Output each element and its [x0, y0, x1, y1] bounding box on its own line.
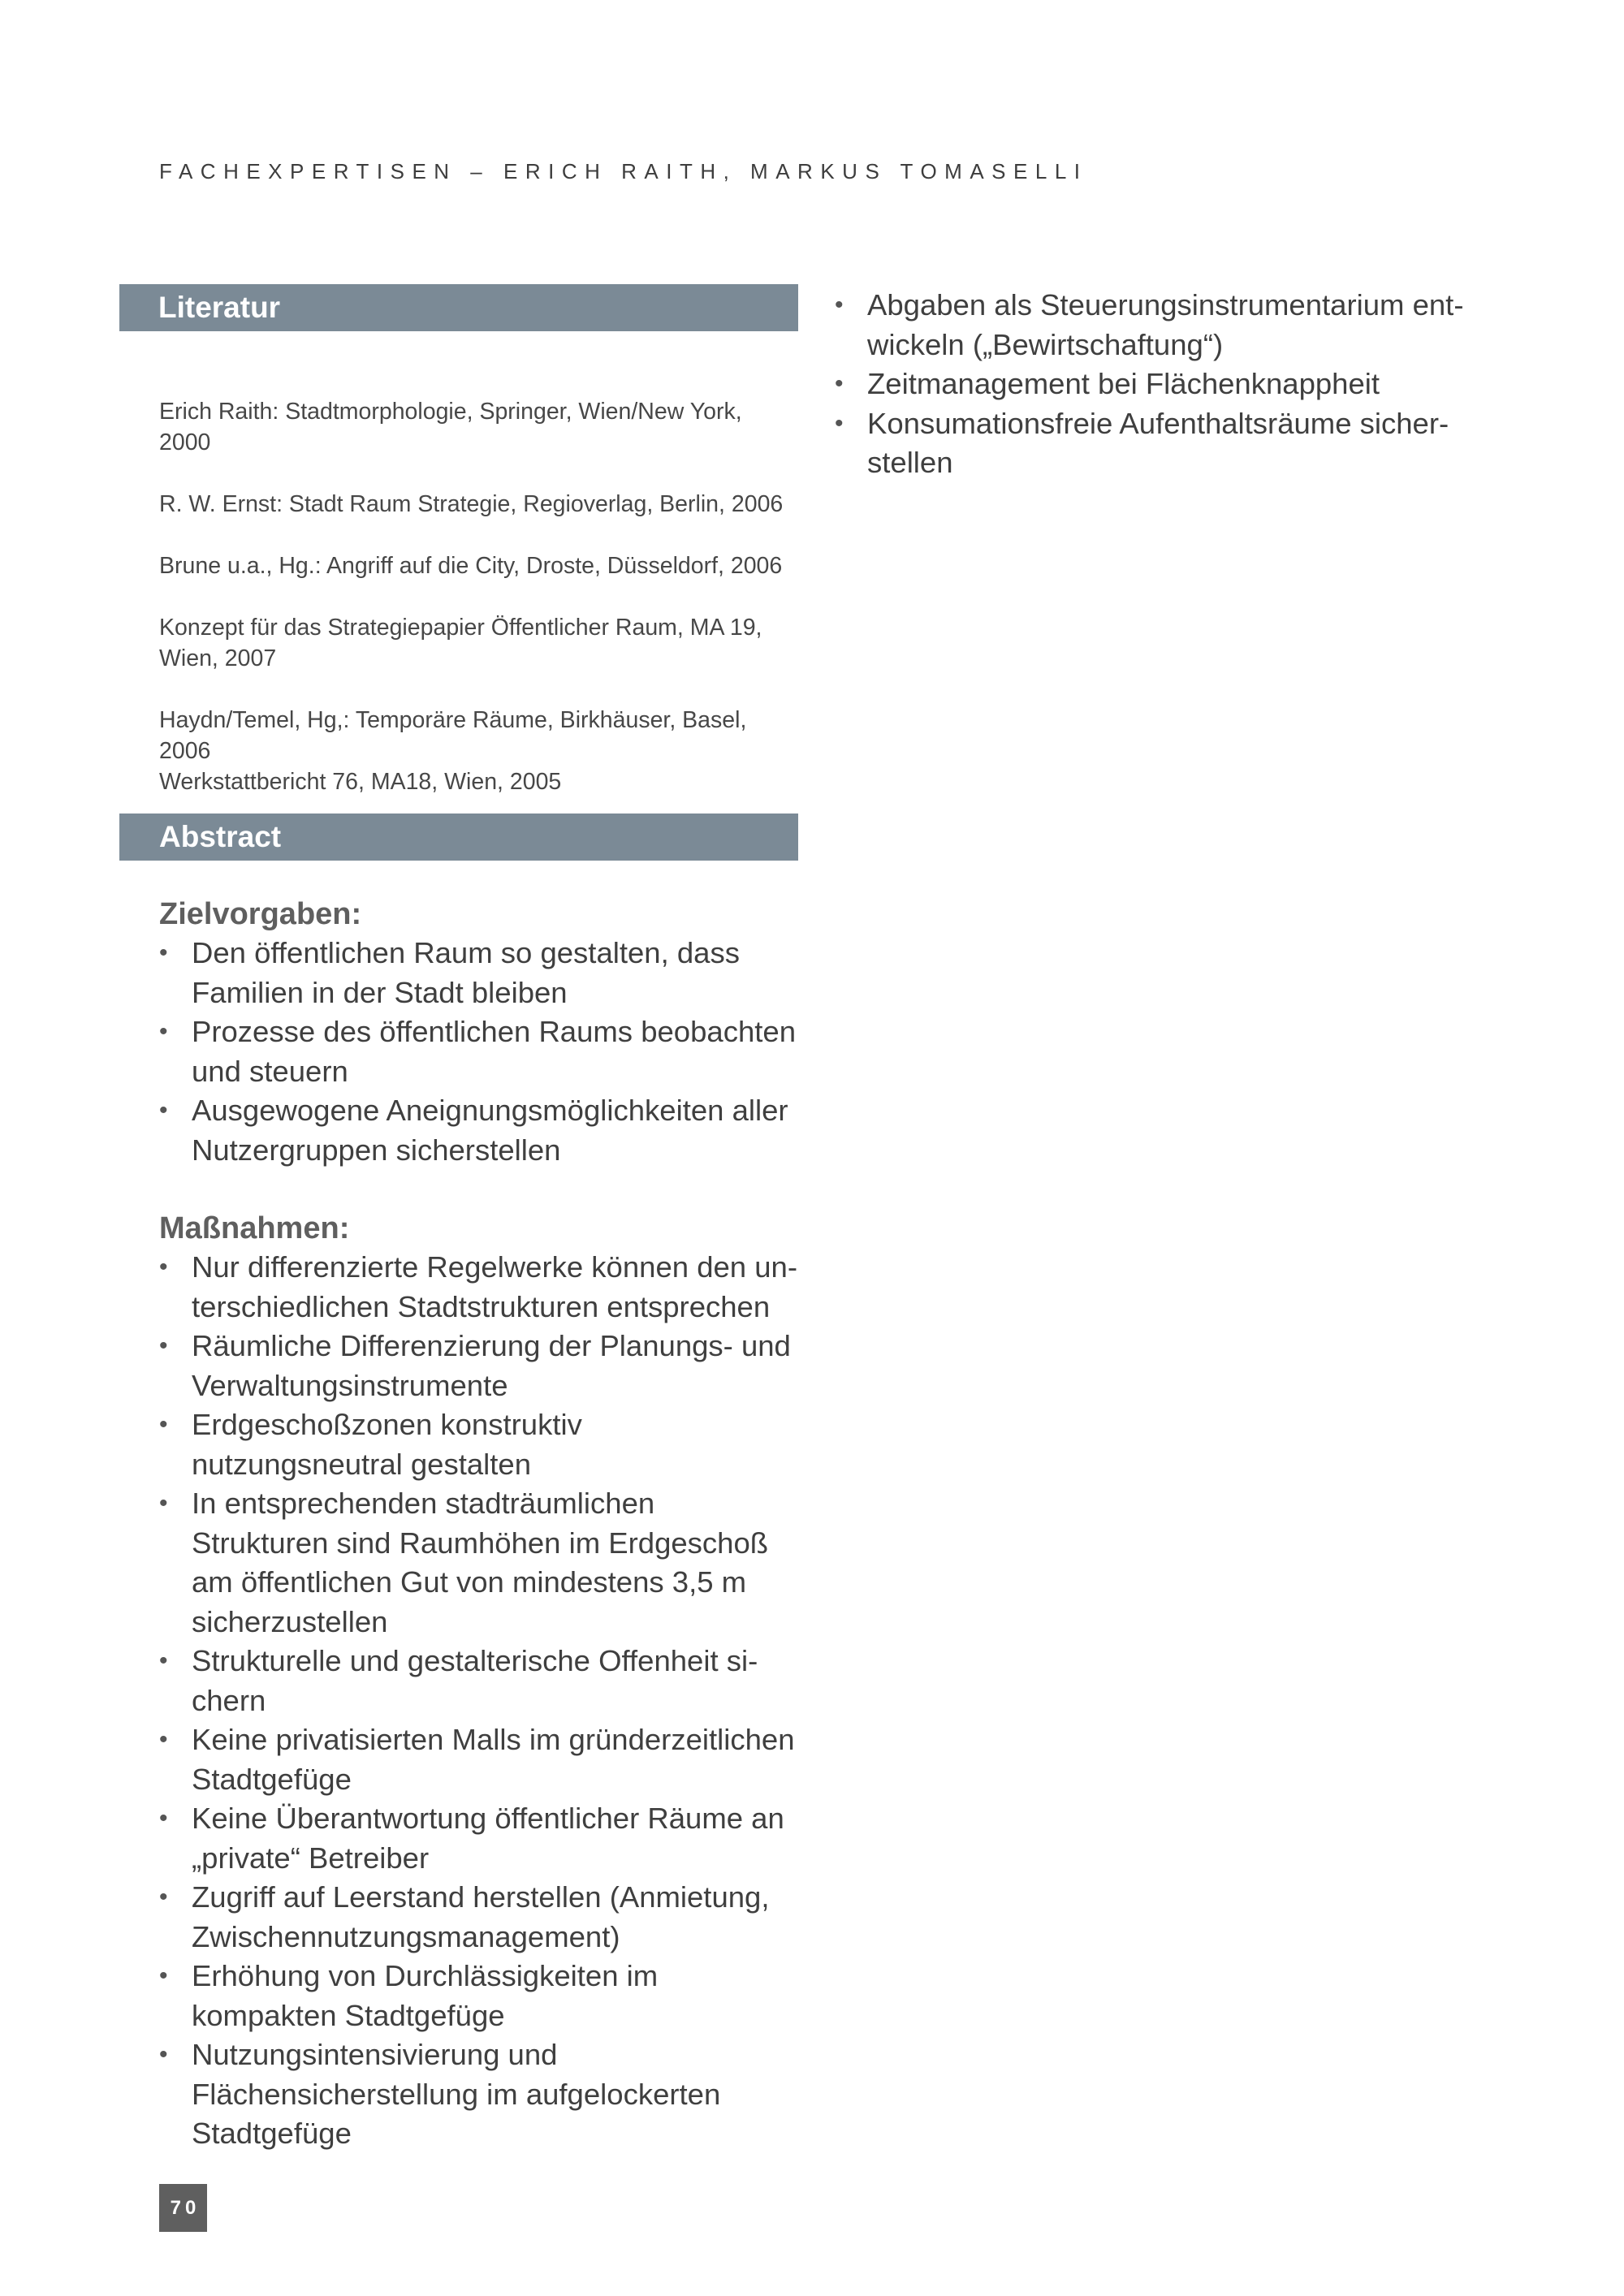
list-item: • Ausgewogene Aneignungsmöglichkeiten aller Nutzergruppen sicherstellen — [159, 1091, 798, 1170]
list-item: • Abgaben als Steuerungsinstrumentarium entwickeln („Bewirtschaftung“) — [835, 286, 1494, 365]
left-column — [119, 284, 798, 2154]
literatur-section-header: Literatur — [119, 284, 798, 331]
list-item: • Konsumationsfreie Aufenthaltsräume sicherstellen — [835, 404, 1494, 483]
list-item: • Prozesse des öffentlichen Raums beobachten und steuern — [159, 1012, 798, 1091]
list-item: • Zugriff auf Leerstand herstellen (Anmietung, Zwischennutzungsmanagement) — [159, 1878, 798, 1957]
literatur-entry: Konzept für das Strategiepapier Öffentlicher Raum, MA 19, Wien, 2007 — [159, 615, 762, 671]
massnahmen-list — [119, 1248, 798, 2154]
list-item: • Keine Überantwortung öffentlicher Räume an „private“ Betreiber — [159, 1799, 798, 1878]
literatur-entry: Haydn/Temel, Hg,: Temporäre Räume, Birkhäuser, Basel, 2006 — [159, 707, 747, 764]
literatur-list — [119, 396, 798, 797]
right-column — [828, 286, 1494, 483]
list-item: • Zeitmanagement bei Flächenknappheit — [835, 365, 1494, 404]
list-item: • In entsprechenden stadträumlichen Strukturen sind Raumhöhen im Erdgeschoß am öffentlichen Gut von mindestens 3,5 m sicherzustellen — [159, 1484, 798, 1642]
massnahmen-continued-list — [828, 286, 1494, 483]
zielvorgaben-list — [119, 934, 798, 1170]
list-item: • Erdgeschoßzonen konstruktiv nutzungsneutral gestalten — [159, 1405, 798, 1484]
zielvorgaben-heading: Zielvorgaben: — [159, 897, 362, 931]
list-item: • Den öffentlichen Raum so gestalten, dass Familien in der Stadt bleiben — [159, 934, 798, 1012]
literatur-entry: Brune u.a., Hg.: Angriff auf die City, Droste, Düsseldorf, 2006 — [159, 553, 783, 579]
list-item: • Strukturelle und gestalterische Offenheit sichern — [159, 1642, 798, 1720]
literatur-entry: Werkstattbericht 76, MA18, Wien, 2005 — [159, 769, 562, 795]
list-item: • Erhöhung von Durchlässigkeiten im kompakten Stadtgefüge — [159, 1957, 798, 2035]
literatur-entry: R. W. Ernst: Stadt Raum Strategie, Regioverlag, Berlin, 2006 — [159, 491, 784, 517]
list-item: • Nur differenzierte Regelwerke können den unterschiedlichen Stadtstrukturen entsprechen — [159, 1248, 798, 1327]
literatur-entry: Erich Raith: Stadtmorphologie, Springer, Wien/New York, 2000 — [159, 399, 742, 455]
list-item: • Keine privatisierten Malls im gründerzeitlichen Stadtgefüge — [159, 1720, 798, 1799]
list-item: • Räumliche Differenzierung der Planungs- und Verwaltungsinstrumente — [159, 1327, 798, 1405]
abstract-section-header: Abstract — [119, 814, 798, 861]
massnahmen-heading: Maßnahmen: — [159, 1211, 350, 1245]
page-number: 70 — [159, 2184, 207, 2232]
running-header: FACHEXPERTISEN – ERICH RAITH, MARKUS TOMASELLI — [159, 159, 1088, 183]
list-item: • Nutzungsintensivierung und Flächensicherstellung im aufgelockerten Stadtgefüge — [159, 2035, 798, 2154]
